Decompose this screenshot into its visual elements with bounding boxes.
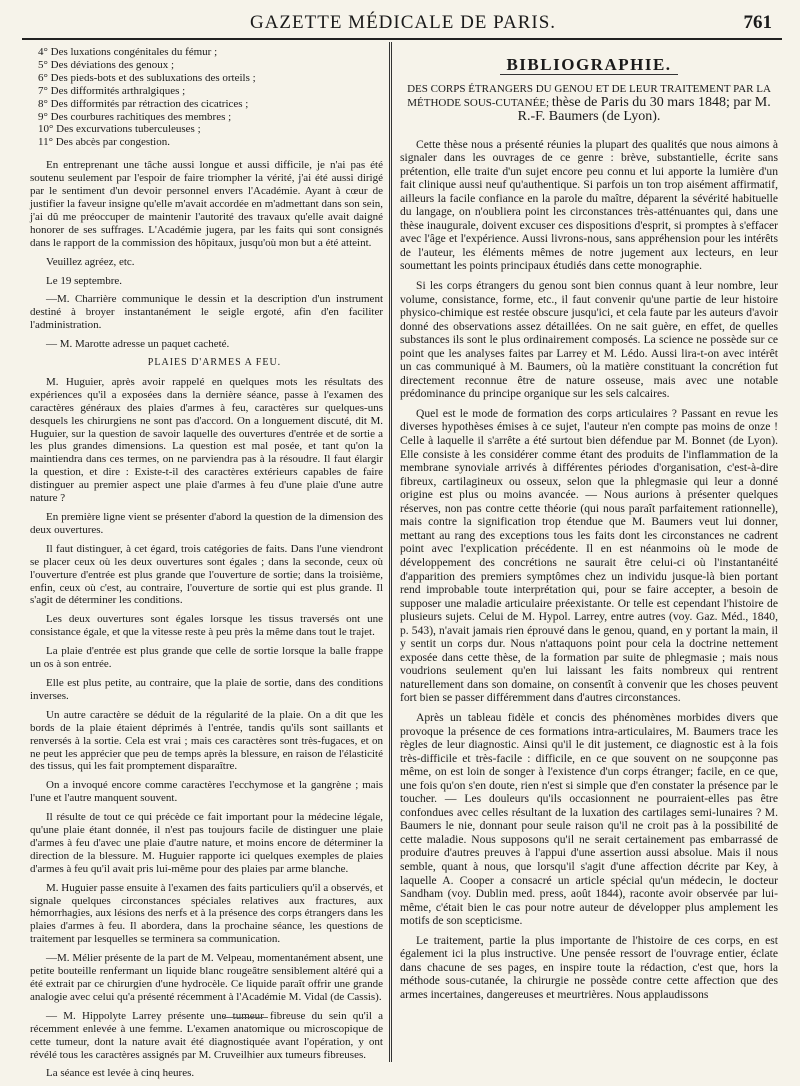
page-number: 761 [743, 12, 772, 33]
date-line: Le 19 septembre. [46, 274, 123, 287]
right-column [400, 46, 778, 1007]
paragraph: Les deux ouvertures sont égales lorsque les tissus traversés ont une consistance égale, et que la vitesse reste à peu près la même dans tout le trajet. [30, 613, 383, 639]
paragraph: Si les corps étrangers du genou sont bien connus quant à leur nombre, leur volume, consistance, forme, etc., il faut convenir qu'une partie de leur histoire physico-chimique est restée obscure jusqu'ici, et cela faute par les auteurs d'avoir donné des observations assez détaillées. On ne sait guère, en effet, de quelles substances ils sont le plus ordinairement composés. La science ne possède sur ce point que les analyses faites par Larrey et M. Lédo. Aussi lira-t-on avec intérêt un cas communiqué à M. Baumers, où la matière constituant la concrétion fut directement reconnue être de nature osseuse, mais avec une notable prédominance du principe organique sur les sels calcaires. [400, 279, 778, 401]
bibliographie-title: BIBLIOGRAPHIE. [500, 55, 677, 75]
paragraph: Il faut distinguer, à cet égard, trois catégories de faits. Dans l'une viendront se placer ceux où les deux ouvertures sont égales ; dans la seconde, ceux où l'ouverture d'entrée est plus grande que l'ouverture de sortie; dans la troisième, enfin, ceux où c'est, au contraire, l'ouverture de sortie qui est plus grande. Il s'agit de déterminer les conditions. [30, 542, 383, 607]
section-heading [400, 55, 778, 74]
paragraph: —M. Charrière communique le dessin et la description d'un instrument destiné à broyer instantanément le seigle ergoté, afin d'en faciliter l'administration. [30, 293, 383, 332]
article-title-thesis: thèse de Paris du 30 mars 1848; par M. R.-F. Baumers (de Lyon). [517, 94, 771, 124]
paragraph: —M. Mélier présente de la part de M. Velpeau, momentanément absent, une petite bouteille renfermant un liquide blanc rougeâtre sensiblement altéré qui a été extrait par ce chirurgien d'une hydrocèle. Ce liquide paraît offrir une grande analogie avec celui qu'a présenté récemment à l'Académie M. Vidal (de Cassis). [30, 952, 383, 1003]
page-header [26, 12, 780, 38]
list-item: 8° Des difformités par rétraction des cicatrices ; [38, 97, 249, 110]
paragraph: Quel est le mode de formation des corps articulaires ? Passant en revue les diverses hypothèses émises à ce sujet, l'auteur n'en compte pas moins de onze ! Celle à laquelle il s'arrête a été surtout bien défendue par M. Bonnet (de Lyon). Elle consiste à les considérer comme étant des produits de l'inflammation de la membrane synoviale arrivés à différentes périodes d'organisation, c'est-à-dire fibreux, cartilagineux ou osseux, selon que la phlegmasie qui leur a donné origine est plus ou moins avancée. — Nous aurions à présenter quelques réserves, non pas contre cette théorie (qui nous paraît parfaitement rationnelle), mais contre la signification trop étendue que M. Baumers veut lui donner, mettant au rang des exceptions tous les faits dont les circonstances ne cadrent point avec l'explication précédente. Il en est néanmoins où le mode de développement des concrétions ne saurait être celui-ci où l'instantanéité d'apparition des premiers symptômes chez un individu jusque-là bien portant rend improbable toute interprétation qui, pour se faire accepter, a besoin de supposer une maladie articulaire préexistante. Or telle est cependant l'histoire de plusieurs sujets. Celui de M. Hypol. Larrey, entre autres (voy. Gaz. Méd., 1840, p. 543), n'avait jamais rien éprouvé dans le genou, quand, en y portant la main, il y sentit un corps dur. Nous n'attaquons point pour cela la doctrine nettement exposée dans cette thèse, de la formation par suite de phlegmasie ; mais nous voudrions seulement qu'en lui laissant les faits nombreux qui rentrent naturellement dans son domaine, on consentît à convenir que les choses peuvent fort bien se passer différemment dans d'autres circonstances. [400, 406, 778, 705]
column-divider [389, 42, 392, 1062]
list-item: 10° Des excurvations tuberculeuses ; [38, 123, 201, 136]
paragraph: M. Huguier passe ensuite à l'examen des faits particuliers qu'il a observés, et signale quelques circonstances spéciales relatives aux fractures, aux hémorrhagies, aux lésions des nerfs et à la présence des corps étrangers dans les plaies d'armes à feu. Il abordera, dans la prochaine séance, les questions de traitement par lesquelles se terminera sa communication. [30, 881, 383, 946]
list-item: 7° Des difformités arthralgiques ; [38, 84, 186, 97]
paragraph: En entreprenant une tâche aussi longue et aussi difficile, je n'ai pas été soutenu seulement par l'espoir de faire triompher la vérité, j'ai été aussi dirigé par le sentiment d'un devoir personnel envers l'Académie. Ayant à cœur de justifier la faveur insigne qu'elle m'avait accordée en m'admettant dans son sein, j'ai dû me préoccuper de maintenir l'autorité des travaux qu'elle avait daigné honorer de ses suffrages. L'Académie jugera, par les faits qui sont consignés dans le rapport de la commission des hôpitaux, jusqu'où mon but a été atteint. [30, 159, 383, 249]
paragraph: Elle est plus petite, au contraire, que la plaie de sortie, dans des conditions inverses. [30, 676, 383, 702]
section-heading: PLAIES D'ARMES A FEU. [147, 357, 282, 369]
list-item: 11° Des abcès par congestion. [38, 136, 170, 149]
bottom-rule [224, 1017, 268, 1018]
paragraph: Il résulte de tout ce qui précède ce fait important pour la médecine légale, qu'une plaie étant donnée, il n'est pas toujours facile de distinguer une plaie d'armes à feu d'avec une plaie d'autre nature, et moins encore de déterminer la direction de la blessure. M. Huguier rapporte ici quelques exemples de plaies d'armes à feu qu'il avait pris lui-même pour des plaies par arme blanche. [30, 811, 383, 875]
paragraph: Après un tableau fidèle et concis des phénomènes morbides divers que provoque la présence de ces formations intra-articulaires, M. Baumers trace les règles de leur diagnostic. Ainsi qu'il le dit justement, ce diagnostic est à la fois très-difficile et très-facile : difficile, en ce que souvent on ne soupçonne pas même, on est loin de songer à l'existence d'un corps étranger; facile, en ce que, une fois qu'on s'en doute, rien n'est si simple que d'en constater la présence par le toucher. — Les douleurs qu'ils occasionnent ne pourraient-elles pas être confondues avec celles résultant de la luxation des cartilages semi-lunaires ? M. Baumers le nie, donnant pour seule raison qu'il ne croit pas à la possibilité de cette maladie. Nous supposons qu'il ne serait certainement pas embarrassé de produire d'autres preuves à l'appui d'une assertion aussi absolue. Mais il nous semble, quant à nous, que lorsqu'il s'agit d'une affection décrite par Key, à laquelle A. Cooper a consacré un article spécial qu'un médecin, le docteur Sandham (voy. Dublin med. press, août 1844), raconte avoir observée par lui-même, c'était bien le cas pour notre auteur de développer plus amplement les motifs de son scepticisme. [400, 710, 778, 928]
paragraph: Cette thèse nous a présenté réunies la plupart des qualités que nous aimons à signaler dans les ouvrages de ce genre : brève, substantielle, écrite sans prétention, elle traite d'un sujet encore peu connu et lui apporte la lumière d'un fait clinique aussi neuf qu'authentique. Si parfois un ton trop aisément affirmatif, ailleurs la facile confiance en la parole du maître, déparent la sévérité habituelle du langage, on n'oubliera point les circonstances très-atténuantes qui, dans une thèse inaugurale, doivent excuser ces dispositions d'esprit, si promptes à s'effacer avec l'âge et l'expérience. Aussi livrons-nous, sans appréhension pour les intérêts de l'auteur, les éléments mêmes de notre jugement aux lecteurs, en leur soumettant les points principaux étudiés dans cette monographie. [400, 137, 778, 273]
article-title-main: DES CORPS ÉTRANGERS DU GENOU ET DE LEUR TRAITEMENT PAR LA MÉTHODE SOUS-CUTANÉE; [407, 82, 771, 109]
list-item: 6° Des pieds-bots et des subluxations des orteils ; [38, 71, 256, 84]
list-item: 4° Des luxations congénitales du fémur ; [38, 46, 218, 58]
closing-line: La séance est levée à cinq heures. [46, 1067, 195, 1080]
journal-title: GAZETTE MÉDICALE DE PARIS. [249, 12, 557, 33]
closing-line: Veuillez agréez, etc. [46, 255, 135, 268]
paragraph: Le traitement, partie la plus importante de l'histoire de ces corps, en est également ici la plus instructive. Une pensée ressort de l'ouvrage entier, éclate dans chacune de ses pages, en inspire toute la rédaction, c'est que, hors la méthode sous-cutanée, la chirurgie ne possède contre cette affection que des armes incertaines, dangereuses et meurtrières. Nous applaudissons [400, 933, 778, 1001]
paragraph: En première ligne vient se présenter d'abord la question de la dimension des deux ouvertures. [30, 511, 383, 536]
article-title [400, 82, 778, 124]
header-rule [22, 38, 782, 40]
list-item: 9° Des courbures rachitiques des membres ; [38, 110, 232, 123]
left-column [30, 46, 383, 1086]
deformities-list [30, 46, 383, 149]
paragraph: On a invoqué encore comme caractères l'ecchymose et la gangrène ; mais l'une et l'autre manquent souvent. [30, 779, 383, 805]
list-item: 5° Des déviations des genoux ; [38, 58, 175, 71]
paragraph: Un autre caractère se déduit de la régularité de la plaie. On a dit que les bords de la plaie étaient déprimés à l'entrée, tandis qu'ils sont saillants et renversés à la sortie. Cela est vrai ; mais ces caractères sont très-fugaces, et on ne peut les apprécier que peu de temps après la blessure, en raison de l'élasticité des tissus, qui les fait promptement disparaître. [30, 708, 383, 773]
paragraph: La plaie d'entrée est plus grande que celle de sortie lorsque la balle frappe un os à son entrée. [30, 645, 383, 671]
paragraph: — M. Hippolyte Larrey présente une tumeur fibreuse du sein qu'il a récemment enlevée à une femme. L'examen anatomique ou microscopique de cette tumeur, dont la nature avait été diagnostiquée avant l'opération, y ont révélé tous les caractères assignés par M. Cruveilhier aux tumeurs fibreuses. [30, 1009, 383, 1061]
paragraph: M. Huguier, après avoir rappelé en quelques mots les résultats des expériences qu'il a exposées dans la dernière séance, passe à l'examen des caractères généraux des plaies d'armes à feu, caractères sur quelques-uns desquels les chirurgiens ne sont pas d'accord. On a longuement discuté, dit M. Huguier, sur la question de savoir laquelle des ouvertures d'entrée et de sortie a les plus grandes dimensions. La question est mal posée, et tant qu'on la maintiendra dans ces termes, on ne parviendra pas à la résoudre. Il faut élargir la question, et dire : Existe-t-il des caractères extérieurs capables de faire distinguer au premier aspect une plaie d'armes à feu d'une plaie d'une autre nature ? [30, 375, 383, 505]
paragraph: — M. Marotte adresse un paquet cacheté. [46, 338, 230, 351]
